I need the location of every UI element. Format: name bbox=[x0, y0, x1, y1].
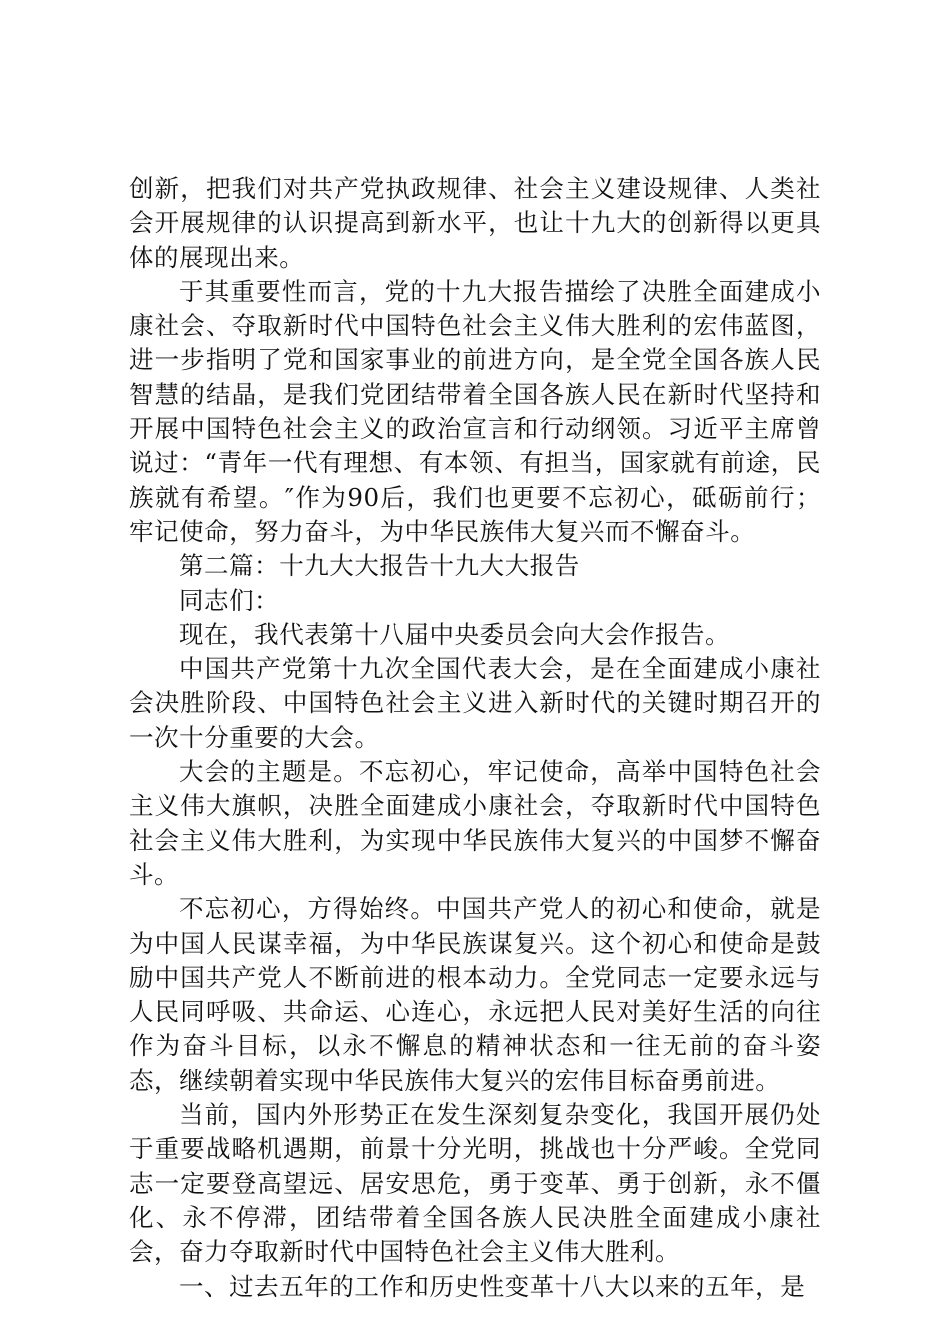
document-body bbox=[129, 172, 821, 1304]
paragraph-importance: 于其重要性而言，党的十九大报告描绘了决胜全面建成小康社会、夺取新时代中国特色社会主义伟大胜利的宏伟蓝图，进一步指明了党和国家事业的前进方向，是全党全国各族人民智慧的结晶，是我们党团结带着全国各族人民在新时代坚持和开展中国特色社会主义的政治宣言和行动纲领。习近平主席曾说过：“青年一代有理想、有本领、有担当，国家就有前途，民族就有希望。″作为90后，我们也更要不忘初心，砥砺前行；牢记使命，努力奋斗，为中华民族伟大复兴而不懈奋斗。 bbox=[129, 276, 821, 546]
paragraph-original-aspiration: 不忘初心，方得始终。中国共产党人的初心和使命，就是为中国人民谋幸福，为中华民族谋复兴。这个初心和使命是鼓励中国共产党人不断前进的根本动力。全党同志一定要永远与人民同呼吸、共命运、心连心，永远把人民对美好生活的向往作为奋斗目标，以永不懈息的精神状态和一往无前的奋斗姿态，继续朝着实现中华民族伟大复兴的宏伟目标奋勇前进。 bbox=[129, 894, 821, 1095]
paragraph-past-five-years: 一、过去五年的工作和历史性变革十八大以来的五年，是 bbox=[179, 1271, 806, 1301]
paragraph-continuation: 创新，把我们对共产党执政规律、社会主义建设规律、人类社会开展规律的认识提高到新水平，也让十九大的创新得以更具体的展现出来。 bbox=[129, 174, 821, 272]
paragraph-current-situation: 当前，国内外形势正在发生深刻复杂变化，我国开展仍处于重要战略机遇期，前景十分光明，挑战也十分严峻。全党同志一定要登高望远、居安思危，勇于变革、勇于创新，永不僵化、永不停滞，团结带着全国各族人民决胜全面建成小康社会，奋力夺取新时代中国特色社会主义伟大胜利。 bbox=[129, 1100, 821, 1267]
paragraph-theme: 大会的主题是。不忘初心，牢记使命，高举中国特色社会主义伟大旗帜，决胜全面建成小康社会，夺取新时代中国特色社会主义伟大胜利，为实现中华民族伟大复兴的中国梦不懈奋斗。 bbox=[129, 757, 821, 889]
paragraph-report-intro: 现在，我代表第十八届中央委员会向大会作报告。 bbox=[179, 619, 731, 649]
salutation: 同志们： bbox=[179, 585, 280, 615]
section-heading: 第二篇：十九大大报告十九大大报告 bbox=[179, 551, 580, 581]
paragraph-congress: 中国共产党第十九次全国代表大会，是在全面建成小康社会决胜阶段、中国特色社会主义进入新时代的关键时期召开的一次十分重要的大会。 bbox=[129, 654, 821, 752]
